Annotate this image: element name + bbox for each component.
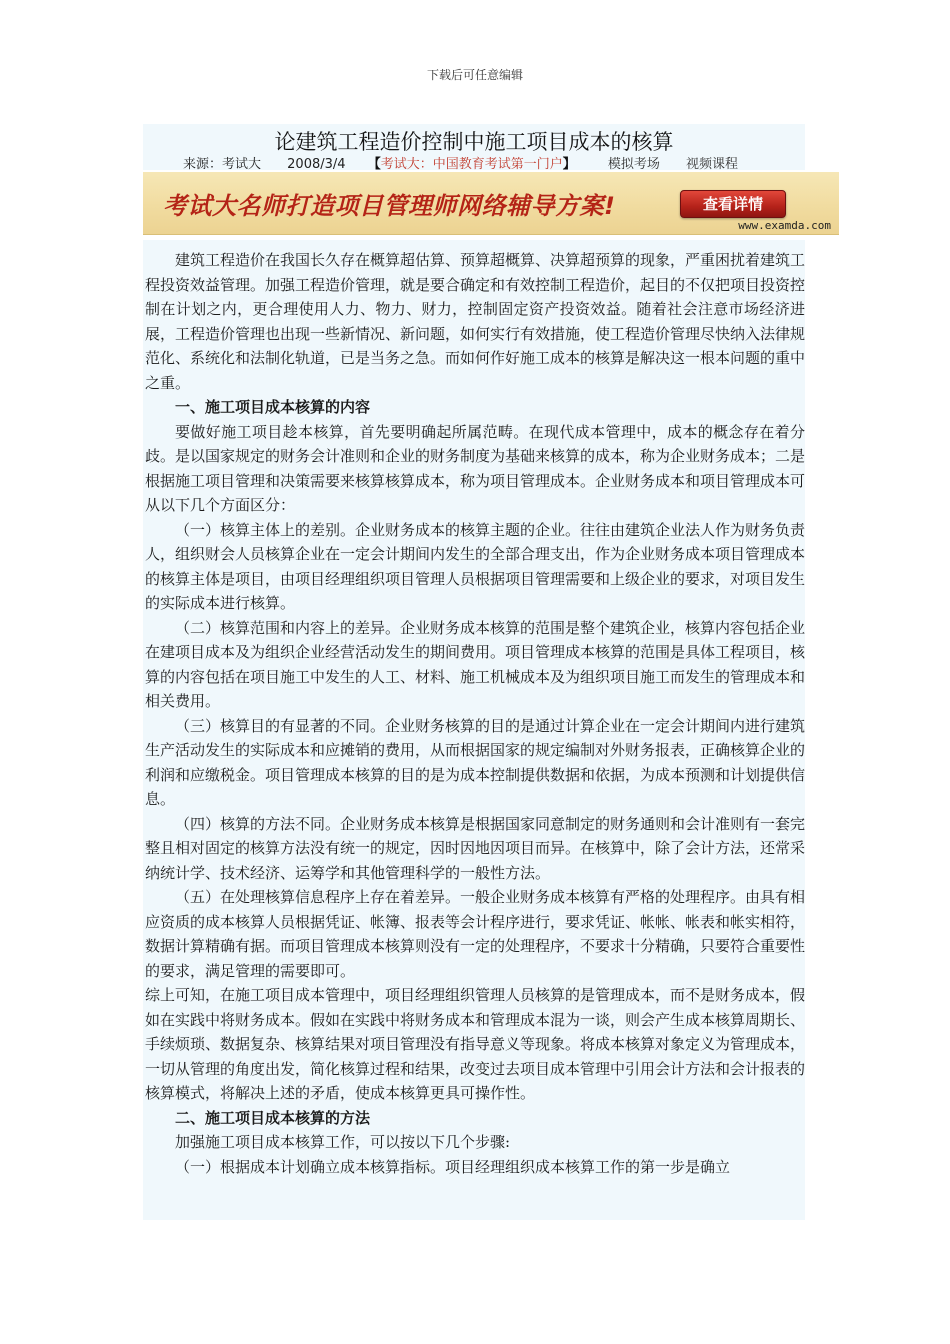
section-heading: 二、施工项目成本核算的方法 [175, 1108, 371, 1127]
article-meta [183, 153, 738, 172]
paragraph: （二）核算范围和内容上的差异。企业财务成本核算的范围是整个建筑企业，核算内容包括企业在建项目成本及为组织企业经营活动发生的期间费用。项目管理成本核算的范围是具体工程项目，核算的内容包括在项目施工中发生的人工、材料、施工机械成本及为组织项目施工而发生的管理成本和相关费用。 [145, 618, 806, 710]
article-body [145, 248, 805, 1179]
paragraph: 综上可知，在施工项目成本管理中，项目经理组织管理人员核算的是管理成本，而不是财务成本，假如在实践中将财务成本。假如在实践中将财务成本和管理成本混为一谈，则会产生成本核算周期长、手续烦琐、数据复杂、核算结果对项目管理没有指导意义等现象。将成本核算对象定义为管理成本，一切从管理的角度出发，简化核算过程和结果，改变过去项目成本管理中引用会计方法和会计报表的核算模式，将解决上述的矛盾，使成本核算更具可操作性。 [145, 986, 806, 1102]
paragraph: （四）核算的方法不同。企业财务成本核算是根据国家同意制定的财务通则和会计准则有一套完整且相对固定的核算方法没有统一的规定，因时因地因项目而异。在核算中，除了会计方法，还常采纳统计学、技术经济、运筹学和其他管理科学的一般性方法。 [145, 814, 806, 882]
video-course-link[interactable]: 视频课程 [686, 157, 739, 172]
banner-headline: 考试大名师打造项目管理师网络辅导方案! [163, 192, 616, 220]
ad-banner[interactable] [143, 172, 839, 235]
source-label: 来源：考试大 [183, 157, 262, 172]
paragraph: （一）核算主体上的差别。企业财务成本的核算主题的企业。往往由建筑企业法人作为财务负责人，组织财会人员核算企业在一定会计期间内发生的全部合理支出，作为企业财务成本项目管理成本的核算主体是项目，由项目经理组织项目管理人员根据项目管理需要和上级企业的要求，对项目发生的实际成本进行核算。 [145, 520, 806, 612]
mock-exam-link[interactable]: 模拟考场 [607, 157, 660, 172]
publish-date: 2008/3/4 [287, 157, 346, 172]
promo-text: 考试大：中国教育考试第一门户 [380, 157, 563, 172]
view-details-button[interactable]: 查看详情 [680, 190, 786, 218]
promo-bracket-close: 】 [562, 157, 576, 172]
paragraph: （五）在处理核算信息程序上存在着差异。一般企业财务成本核算有严格的处理程序。由具有相应资质的成本核算人员根据凭证、帐簿、报表等会计程序进行，要求凭证、帐帐、帐表和帐实相符，数据计算精确有据。而项目管理成本核算则没有一定的处理程序，不要求十分精确，只要符合重要性的要求，满足管理的需要即可。 [145, 888, 806, 980]
paragraph: （三）核算目的有显著的不同。企业财务核算的目的是通过计算企业在一定会计期间内进行建筑生产活动发生的实际成本和应摊销的费用，从而根据国家的规定编制对外财务报表，正确核算企业的利润和应缴税金。项目管理成本核算的目的是为成本控制提供数据和依据，为成本预测和计划提供信息。 [145, 716, 806, 808]
promo-bracket-open: 【 [367, 157, 381, 172]
paragraph: 加强施工项目成本核算工作，可以按以下几个步骤: [175, 1133, 511, 1151]
paragraph: 建筑工程造价在我国长久存在概算超估算、预算超概算、决算超预算的现象，严重困扰着建筑工程投资效益管理。加强工程造价管理，就是要合确定和有效控制工程造价，起目的不仅把项目投资控制在计划之内，更合理使用人力、物力、财力，控制固定资产投资效益。随着社会注意市场经济进展，工程造价管理也出现一些新情况、新问题，如何实行有效措施，使工程造价管理尽快纳入法律规范化、系统化和法制化轨道，已是当务之急。而如何作好施工成本的核算是解决这一根本问题的重中之重。 [145, 251, 806, 392]
banner-url: www.examda.com [738, 219, 831, 232]
page-title: 论建筑工程造价控制中施工项目成本的核算 [274, 130, 674, 154]
paragraph: 要做好施工项目趁本核算，首先要明确起所属范畴。在现代成本管理中，成本的概念存在着分歧。是以国家规定的财务会计准则和企业的财务制度为基础来核算的成本，称为企业财务成本；二是根据施工项目管理和决策需要来核算核算成本，称为项目管理成本。企业财务成本和项目管理成本可从以下几个方面区分： [145, 422, 806, 514]
header-note: 下载后可任意编辑 [426, 68, 523, 82]
section-heading: 一、施工项目成本核算的内容 [175, 398, 371, 416]
promo-link[interactable] [368, 153, 576, 172]
paragraph: （一）根据成本计划确立成本核算指标。项目经理组织成本核算工作的第一步是确立 [175, 1157, 731, 1176]
